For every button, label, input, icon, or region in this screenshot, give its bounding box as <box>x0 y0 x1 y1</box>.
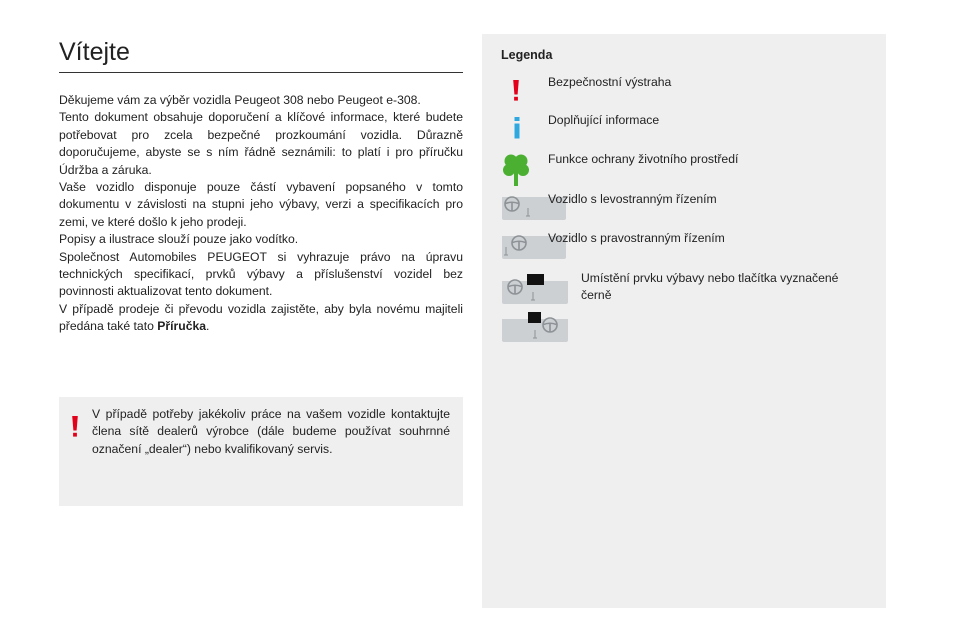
legend-panel <box>482 34 886 608</box>
tree-icon <box>503 152 529 186</box>
legend-label: Funkce ochrany životního prostředí <box>548 152 739 166</box>
intro-paragraph-last <box>59 301 463 336</box>
handbook-name: Příručka <box>157 319 207 334</box>
intro-paragraph: Tento dokument obsahuje doporučení a klíčové informace, které budete potřebovat pro zcela bezpečné prozkoumání vozidla. Důrazně doporučujeme, abyste se s ním řádně seznámili: to platí i pro příručku Údržba a záruka. <box>59 110 463 177</box>
title-divider <box>59 72 463 73</box>
equipment-location-rhd-icon <box>502 310 568 342</box>
notice-text: V případě potřeby jakékoliv práce na vašem vozidle kontaktujte člena sítě dealerů výrobce (dále budeme používat souhrnné označení „dealer“) nebo kvalifikovaný servis. <box>92 407 450 456</box>
legend-label: Umístění prvku výbavy nebo tlačítka vyznačené černě <box>581 271 839 303</box>
legend-label: Bezpečnostní výstraha <box>548 75 672 89</box>
legend-item-equipment-location <box>482 270 886 340</box>
legend-title: Legenda <box>501 48 553 62</box>
intro-last-suffix: . <box>206 319 210 334</box>
intro-paragraph: Vaše vozidlo disponuje pouze částí vybavení popsaného v tomto dokumentu v závislosti na stupni jeho výbavy, verzi a specifikacích pro zemi, ve které došlo k jeho prodeji. <box>59 180 463 229</box>
legend-item-warning <box>482 74 886 104</box>
page-title: Vítejte <box>59 38 130 66</box>
intro-paragraph: Popisy a ilustrace slouží pouze jako vodítko. <box>59 232 299 247</box>
legend-label: Vozidlo s pravostranným řízením <box>548 231 725 245</box>
notice-box <box>59 397 463 506</box>
legend-item-lhd <box>482 191 886 221</box>
legend-item-environment <box>482 151 886 187</box>
intro-text <box>59 92 463 336</box>
warning-icon <box>71 416 79 438</box>
legend-item-info <box>482 112 886 142</box>
legend-item-rhd <box>482 230 886 260</box>
warning-icon <box>512 80 520 102</box>
info-icon <box>513 117 521 139</box>
intro-last-text: V případě prodeje či převodu vozidla zajistěte, aby byla novému majiteli předána také tato <box>59 301 463 334</box>
equipment-location-lhd-icon <box>502 272 568 304</box>
legend-label: Doplňující informace <box>548 113 660 127</box>
intro-paragraph: Společnost Automobiles PEUGEOT si vyhrazuje právo na úpravu technických specifikací, prvků výbavy a příslušenství vozidel bez povinnosti aktualizovat tento dokument. <box>59 249 463 299</box>
intro-paragraph: Děkujeme vám za výběr vozidla Peugeot 308 nebo Peugeot e-308. <box>59 93 421 107</box>
legend-label: Vozidlo s levostranným řízením <box>548 192 717 206</box>
